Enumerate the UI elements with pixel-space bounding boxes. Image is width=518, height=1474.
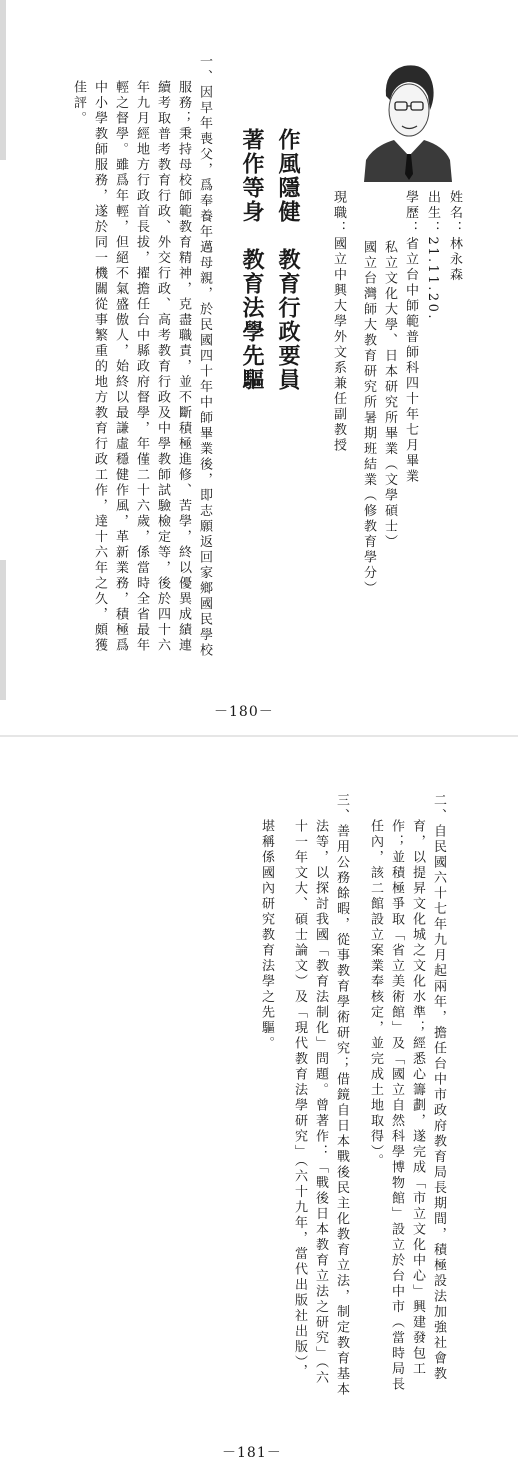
body-line: 輕之督學。雖爲年輕，但絕不氣盛傲人，始終以最謙虛穩健作風，革新業務，積極爲 <box>113 80 128 654</box>
body-line: 堪稱係國內研究教育法學之先驅。 <box>259 819 274 1052</box>
body-line: 三、善用公務餘暇，從事教育學術研究；借鏡自日本戰後民主化教育立法，制定教育基本 <box>334 793 349 1398</box>
body-line: 任內，該二館設立案業奉核定，並完成土地取得）。 <box>368 819 383 1169</box>
body-line: 法等，以探討我國「教育法制化」問題。曾著作：「戰後日本教育立法之研究」（六 <box>313 819 328 1386</box>
scan-edge-shadow <box>0 0 6 160</box>
scan-edge-shadow <box>0 560 6 700</box>
body-line: 一、因早年喪父，爲奉養年邁母親，於民國四十年中師畢業後，即志願返回家鄉國民學校 <box>197 54 212 659</box>
body-line: 十一年文大、碩士論文）及「現代教育法學研究」（六十九年，當代出版社出版）， <box>292 819 307 1380</box>
body-line: 育，以提昇文化城之文化水準；經悉心籌劃，遂完成「市立文化中心」興建發包工 <box>410 819 425 1377</box>
bio-current-position: 現職：國立中興大學外文系兼任副教授 <box>331 190 346 454</box>
body-line: 服務；秉持母校師範教育精神，克盡職責，並不斷積極進修、苦學，終以優異成績連 <box>176 80 191 654</box>
bio-birth: 出生：21.11.20. <box>425 190 440 322</box>
page-181 <box>0 737 518 1474</box>
page-number: －180－ <box>214 704 274 720</box>
body-line: 中小學教師服務，遂於同一機關從事繁重的地方教育行政工作，達十六年之久，頗獲 <box>92 80 107 654</box>
author-portrait-photo <box>362 52 452 182</box>
headline: 著作等身 教育法學先驅 <box>239 128 264 392</box>
body-line: 續考取普考教育行政、外交行政、高考教育行政及中學教師試驗檢定等，後於四十六 <box>155 80 170 654</box>
body-line: 作；並積極爭取「省立美術館」及「國立自然科學博物館」設立於台中市（當時局長 <box>389 819 404 1393</box>
body-line: 佳評。 <box>71 80 86 127</box>
headline: 作風隱健 教育行政要員 <box>275 128 300 392</box>
body-line: 二、自民國六十七年九月起兩年，擔任台中市政府教育局長期間，積極設法加強社會教 <box>431 793 446 1382</box>
bio-education: 國立台灣師大教育研究所暑期班結業（修教育學分） <box>361 240 376 597</box>
page-number: －181－ <box>222 1445 282 1461</box>
body-line: 年九月經地方行政首長拔，擢擔任台中縣政府督學，年僅二十六歲，係當時全省最年 <box>134 80 149 654</box>
bio-name: 姓名：林永森 <box>447 190 462 283</box>
bio-education: 私立文化大學、日本研究所畢業（文學碩士） <box>382 240 397 550</box>
page-180 <box>0 0 518 735</box>
bio-education: 學歷：省立台中師範普師科四十年七月畢業 <box>403 190 418 485</box>
